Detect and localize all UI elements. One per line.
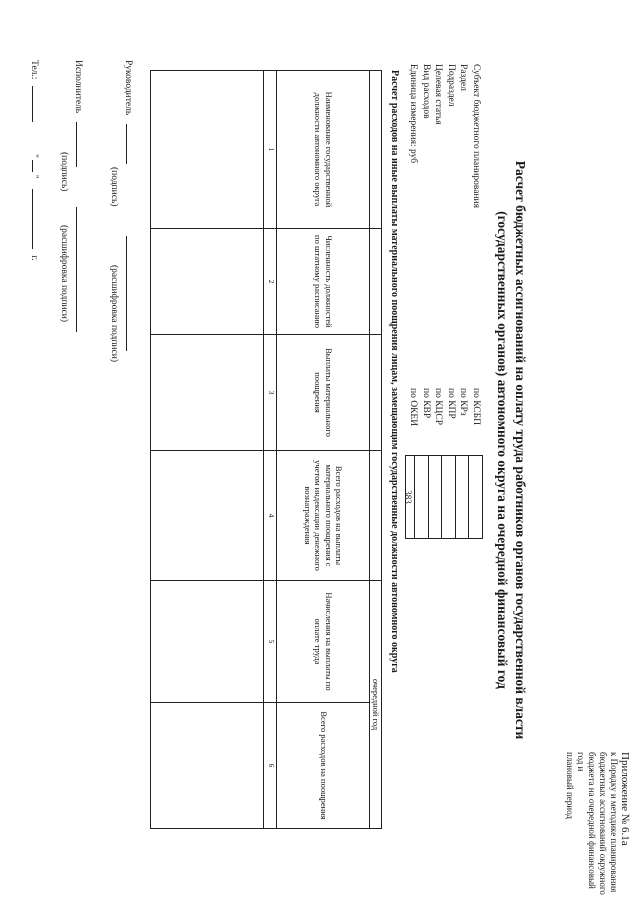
table-cell[interactable] — [151, 703, 265, 829]
head-decoding-line[interactable] — [126, 236, 127, 351]
table-group-spacer — [370, 335, 382, 451]
meta-field: Единица измерения: руб — [408, 64, 419, 164]
table-column-number: 6 — [264, 703, 277, 829]
table-column-header: Всего расходов на выплаты материального поощрения с учетом индексации денежного вознаграждения — [277, 451, 370, 581]
phone-date-row — [28, 60, 40, 261]
table-column-header: Наименование государственной должности автономного округа — [277, 71, 370, 229]
appendix-line: бюджета на очередной финансовый год и — [576, 752, 597, 889]
appendix-number: Приложение № 6.1а — [619, 752, 631, 846]
date-quote-open: " — [29, 154, 39, 159]
appendix-line: плановый период — [565, 752, 575, 819]
table-column-header: Численность должностей по штатному расписанию — [277, 229, 370, 335]
code-label: по КВР — [421, 388, 431, 419]
table-cell[interactable] — [151, 451, 265, 581]
date-month-line[interactable] — [32, 189, 33, 249]
head-label: Руководитель — [123, 60, 133, 116]
code-value-okei: 383 — [403, 490, 414, 504]
code-value-cell — [428, 456, 442, 538]
table-column-number: 1 — [264, 71, 277, 229]
head-signature-line[interactable] — [126, 124, 127, 164]
code-label: по ОКЕИ — [408, 388, 419, 427]
meta-field: Подраздел — [446, 64, 456, 107]
date-quote-close: " — [29, 174, 39, 179]
table-column-number: 3 — [264, 335, 277, 451]
code-value-box — [405, 455, 483, 539]
appendix-line: бюджетных ассигнований окружного — [598, 752, 608, 895]
document-title-line2: (государственных органов) автономного округа на очередной финансовый год — [495, 211, 510, 689]
table-group-spacer — [370, 229, 382, 335]
phone-label: Тел.: — [29, 60, 39, 80]
executor-label: Исполнитель — [73, 60, 83, 114]
date-day-line[interactable] — [32, 160, 33, 172]
meta-field: Раздел — [458, 64, 469, 91]
phone-line[interactable] — [32, 86, 33, 122]
executor-signature-caption: (подпись) — [59, 152, 69, 192]
table-cell[interactable] — [151, 581, 265, 703]
code-value-cell — [468, 456, 482, 538]
executor-signature-row — [72, 60, 84, 332]
code-label: по КПР — [446, 388, 456, 419]
date-year-suffix: г. — [29, 255, 39, 261]
table-column-header: Всего расходов на поощрения — [277, 703, 370, 829]
appendix-line: к Порядку и методике планирования — [609, 752, 619, 893]
code-label: по КРз — [458, 388, 469, 416]
code-value-cell — [455, 456, 469, 538]
executor-decoding-caption: (расшифровка подписи) — [59, 225, 69, 322]
code-value-cell — [441, 456, 455, 538]
table-cell[interactable] — [151, 229, 265, 335]
executor-decoding-line[interactable] — [76, 207, 77, 332]
executor-signature-line[interactable] — [76, 122, 77, 167]
table-cell[interactable] — [151, 71, 265, 229]
calculation-table — [150, 70, 382, 829]
table-column-number: 2 — [264, 229, 277, 335]
meta-field: Целевая статья — [433, 64, 444, 125]
appendix-note — [564, 752, 630, 897]
code-label: по КСБП — [471, 388, 481, 425]
section-title: Расчет расходов на иные выплаты материального поощрения лицам, замещающим государственные должности автономного округа — [389, 70, 400, 673]
table-group-header: очередной год — [370, 581, 382, 829]
table-cell[interactable] — [151, 335, 265, 451]
code-labels — [407, 388, 482, 448]
code-value-cell — [414, 456, 428, 538]
document-title-line1: Расчет бюджетных ассигнований на оплату труда работников органов государственной власти — [513, 160, 528, 740]
table-column-number: 5 — [264, 581, 277, 703]
head-signature-caption: (подпись) — [109, 167, 119, 207]
table-group-spacer — [370, 71, 382, 229]
meta-fields — [407, 64, 482, 314]
head-signature-row — [122, 60, 134, 351]
table-column-header: Выплаты материального поощрения — [277, 335, 370, 451]
meta-field: Вид расходов — [421, 64, 431, 119]
table-column-header: Начисления на выплаты по оплате труда — [277, 581, 370, 703]
meta-field: Субъект бюджетного планирования — [471, 64, 481, 208]
table-column-number: 4 — [264, 451, 277, 581]
head-decoding-caption: (расшифровка подписи) — [109, 265, 119, 362]
code-label: по КЦСР — [433, 388, 444, 426]
table-group-spacer — [370, 451, 382, 581]
